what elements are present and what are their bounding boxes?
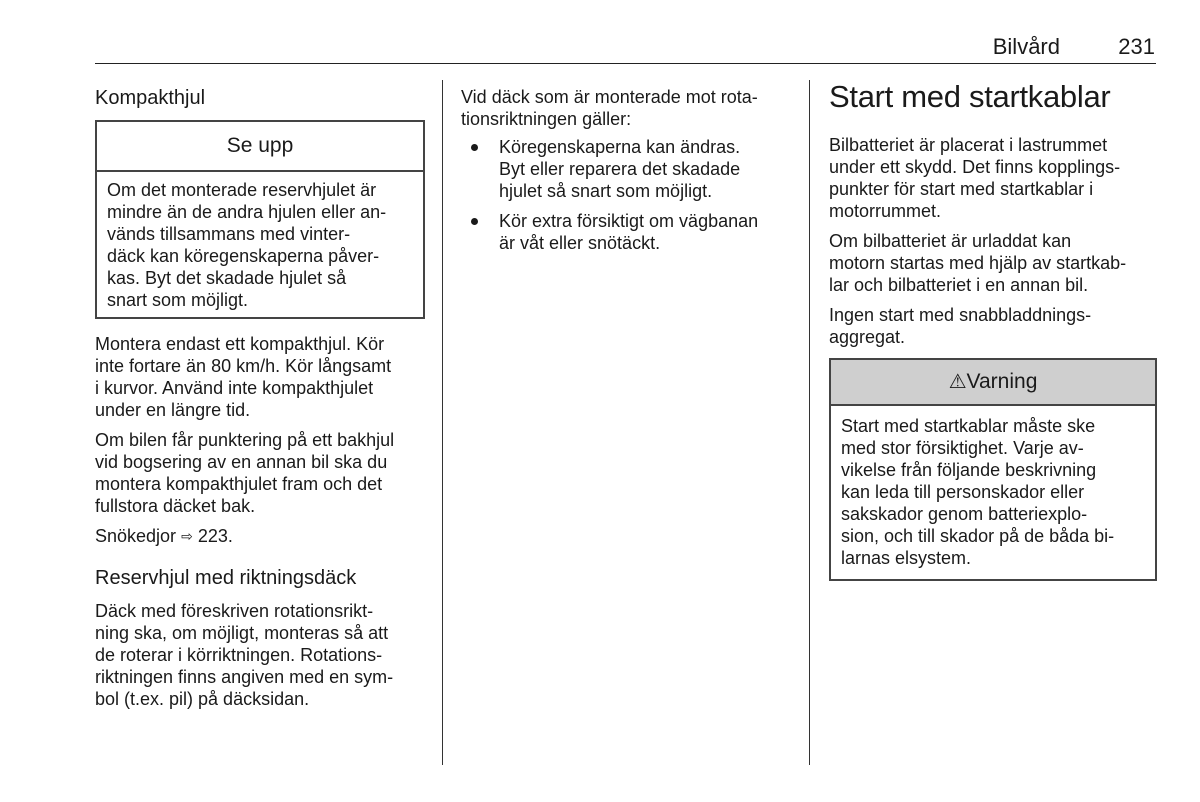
paragraph-battery-location: Bilbatteriet är placerat i lastrummet under ett skydd. Det finns kopplings- punkter för start med startkablar i motorrummet. [829,135,1121,221]
column-left [95,86,425,718]
column-divider-right [809,80,810,765]
heading-kompakthjul: Kompakthjul [95,87,206,109]
paragraph-kompakthjul-usage: Montera endast ett kompakthjul. Kör inte fortare än 80 km/h. Kör långsamt i kurvor. Använd inte kompakthjulet under en längre tid. [95,334,392,420]
caution-box [95,120,425,319]
column-divider-left [442,80,443,765]
section-title: Start med startkablar [829,79,1111,114]
warning-box [829,358,1157,581]
header-section-title: Bilvård [992,34,1060,59]
warning-title: Varning [966,370,1038,393]
bullet-icon [471,144,478,151]
bullet-list [461,136,791,254]
heading-reservhjul: Reservhjul med riktningsdäck [95,567,357,589]
paragraph-punktering: Om bilen får punktering på ett bakhjul vid bogsering av en annan bil ska du montera kompakthjulet fram och det fullstora däcket bak. [95,430,395,516]
list-item: Kör extra försiktigt om vägbanan är våt eller snötäckt. [461,210,791,254]
warning-header [831,360,1155,406]
column-middle [461,86,791,262]
page-number: 231 [1118,34,1155,59]
paragraph-riktningsdack: Däck med föreskriven rotationsrikt- ning ska, om möjligt, monteras så att de roterar i körriktningen. Rotations- riktningen finns angiven med en sym- bol (t.ex. pil) på däcksidan. [95,601,394,709]
paragraph-rotation-intro: Vid däck som är monterade mot rota- tionsriktningen gäller: [461,87,758,129]
header-divider [95,63,1156,64]
cross-reference-snokedjor[interactable]: Snökedjor ⇨ 223. [95,526,233,546]
caution-title: Se upp [97,122,423,172]
bullet-icon [471,218,478,225]
column-right [829,80,1157,595]
warning-body [831,406,1155,579]
list-item: Köregenskaperna kan ändras. Byt eller reparera det skadade hjulet så snart som möjligt. [461,136,791,202]
warning-text: Start med startkablar måste ske med stor försiktighet. Varje av- vikelse från följande beskrivning kan leda till personskador eller sakskador genom batteriexplo- sion, och till skador på de båda bi- larnas elsystem. [841,416,1115,568]
caution-body [97,172,423,317]
paragraph-battery-discharged: Om bilbatteriet är urladdat kan motorn startas med hjälp av startkab- lar och bilbatteriet i en annan bil. [829,231,1127,295]
warning-triangle-icon: ⚠ [948,369,967,393]
paragraph-no-fast-charger: Ingen start med snabbladdnings- aggregat. [829,305,1092,347]
page-reference-arrow-icon: ⇨ [181,529,193,545]
caution-text: Om det monterade reservhjulet är mindre än de andra hjulen eller an- vänds tillsammans med vinter- däck kan köregenskaperna påver- kas. Byt det skadade hjulet så snart som möjligt. [107,180,387,310]
